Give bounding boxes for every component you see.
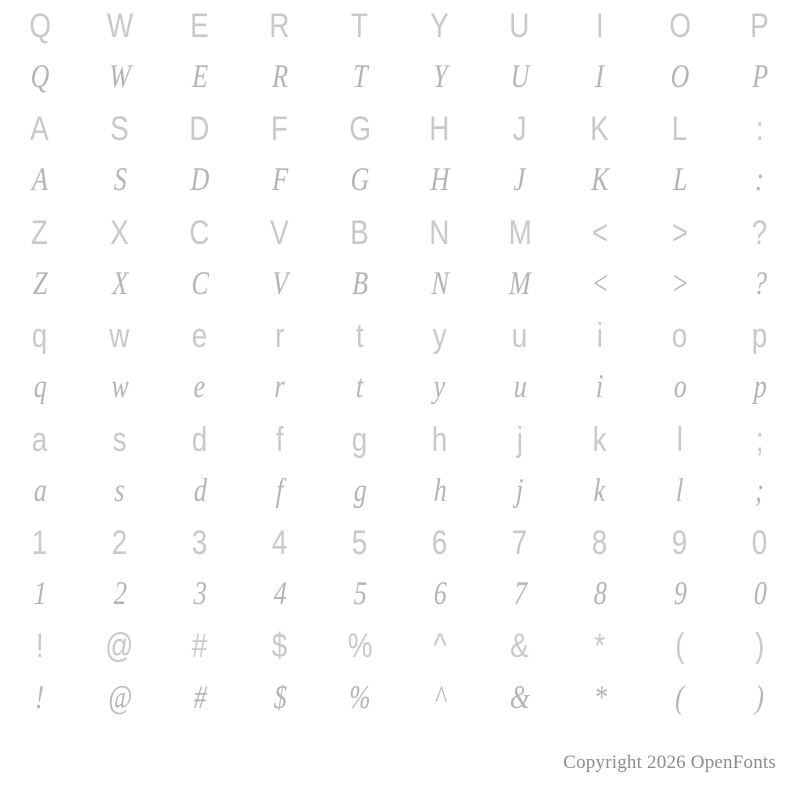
glyph-cell xyxy=(640,103,720,155)
glyph: % xyxy=(348,679,372,716)
glyph-cell xyxy=(640,52,720,104)
glyph: ^ xyxy=(433,679,447,716)
glyph-cell xyxy=(80,621,160,673)
glyph: 2 xyxy=(112,523,128,562)
glyph: F xyxy=(271,110,289,149)
glyph-cell xyxy=(80,259,160,311)
glyph-cell xyxy=(560,621,640,673)
glyph-cell xyxy=(720,672,800,724)
glyph: 5 xyxy=(352,576,368,613)
glyph-cell xyxy=(0,517,80,569)
glyph-cell xyxy=(560,103,640,155)
glyph: o xyxy=(672,317,688,356)
glyph: t xyxy=(355,369,365,406)
glyph: y xyxy=(432,317,448,356)
glyph: e xyxy=(193,369,207,406)
glyph-cell xyxy=(400,155,480,207)
glyph-cell xyxy=(480,259,560,311)
glyph-cell xyxy=(640,621,720,673)
glyph: * xyxy=(594,627,606,666)
glyph-cell xyxy=(560,155,640,207)
glyph-cell xyxy=(400,103,480,155)
glyph: ? xyxy=(752,213,768,252)
glyph-cell xyxy=(0,103,80,155)
glyph-cell xyxy=(560,569,640,621)
glyph-cell xyxy=(720,465,800,517)
glyph-cell xyxy=(240,465,320,517)
glyph: T xyxy=(352,59,368,96)
glyph-cell xyxy=(160,414,240,466)
glyph-cell xyxy=(560,0,640,52)
glyph: 8 xyxy=(592,523,608,562)
glyph-cell xyxy=(320,52,400,104)
glyph: @ xyxy=(107,679,133,716)
glyph: d xyxy=(192,420,208,459)
glyph: R xyxy=(271,59,289,96)
glyph-cell xyxy=(0,569,80,621)
glyph-cell xyxy=(640,155,720,207)
glyph-cell xyxy=(160,465,240,517)
glyph-cell xyxy=(720,569,800,621)
glyph-cell xyxy=(480,362,560,414)
glyph-cell xyxy=(0,310,80,362)
glyph-cell xyxy=(240,362,320,414)
glyph-cell xyxy=(640,362,720,414)
glyph-cell xyxy=(240,52,320,104)
glyph-cell xyxy=(720,259,800,311)
glyph: > xyxy=(671,213,689,252)
glyph: s xyxy=(112,420,128,459)
glyph-cell xyxy=(240,621,320,673)
glyph-cell xyxy=(640,0,720,52)
glyph-cell xyxy=(720,103,800,155)
glyph: u xyxy=(512,317,528,356)
glyph-cell xyxy=(400,465,480,517)
glyph-cell xyxy=(560,52,640,104)
glyph: H xyxy=(430,162,450,199)
glyph-cell xyxy=(80,362,160,414)
glyph-cell xyxy=(640,414,720,466)
glyph: A xyxy=(30,110,50,149)
glyph: w xyxy=(110,369,130,406)
glyph-cell xyxy=(160,207,240,259)
glyph: : xyxy=(755,162,765,199)
glyph-cell xyxy=(480,207,560,259)
glyph: 2 xyxy=(112,576,128,613)
glyph: Y xyxy=(430,6,450,45)
glyph: f xyxy=(275,420,285,459)
glyph: u xyxy=(512,369,528,406)
glyph: W xyxy=(106,6,134,45)
glyph: < xyxy=(591,213,609,252)
glyph: Q xyxy=(30,59,50,96)
glyph-cell xyxy=(240,207,320,259)
glyph: h xyxy=(432,472,448,509)
glyph: w xyxy=(109,317,131,356)
glyph: M xyxy=(508,265,532,302)
glyph: X xyxy=(110,213,130,252)
glyph: i xyxy=(595,369,605,406)
glyph-cell xyxy=(80,569,160,621)
glyph: C xyxy=(190,265,210,302)
glyph: H xyxy=(429,110,451,149)
glyph: $ xyxy=(272,627,288,666)
glyph-cell xyxy=(0,465,80,517)
glyph: P xyxy=(750,6,770,45)
glyph-cell xyxy=(80,155,160,207)
glyph: t xyxy=(355,317,365,356)
glyph-cell xyxy=(480,517,560,569)
glyph: 3 xyxy=(192,576,208,613)
glyph: D xyxy=(189,110,211,149)
glyph: p xyxy=(752,369,768,406)
glyph-cell xyxy=(560,310,640,362)
glyph-cell xyxy=(240,672,320,724)
glyph-cell xyxy=(0,52,80,104)
glyph-cell xyxy=(0,362,80,414)
glyph: l xyxy=(675,472,685,509)
glyph-cell xyxy=(640,672,720,724)
glyph-cell xyxy=(240,155,320,207)
glyph-cell xyxy=(720,517,800,569)
glyph: a xyxy=(32,420,48,459)
glyph-cell xyxy=(320,465,400,517)
glyph-cell xyxy=(560,465,640,517)
glyph: q xyxy=(32,369,48,406)
glyph: ( xyxy=(675,679,685,716)
glyph: B xyxy=(350,213,370,252)
glyph: 7 xyxy=(512,523,528,562)
glyph-cell xyxy=(400,0,480,52)
glyph-cell xyxy=(80,207,160,259)
glyph-cell xyxy=(400,207,480,259)
glyph-cell xyxy=(720,0,800,52)
glyph: @ xyxy=(105,627,135,666)
glyph: U xyxy=(509,6,531,45)
glyph: Z xyxy=(32,265,48,302)
glyph: ) xyxy=(755,679,765,716)
glyph-cell xyxy=(0,155,80,207)
glyph-cell xyxy=(480,310,560,362)
glyph-cell xyxy=(80,103,160,155)
glyph-cell xyxy=(480,621,560,673)
glyph-cell xyxy=(640,517,720,569)
glyph-cell xyxy=(320,517,400,569)
glyph: I xyxy=(595,6,605,45)
glyph-cell xyxy=(720,310,800,362)
glyph-cell xyxy=(400,259,480,311)
glyph: f xyxy=(275,472,285,509)
copyright-notice: Copyright 2026 OpenFonts xyxy=(563,752,776,773)
glyph: < xyxy=(590,265,610,302)
glyph: I xyxy=(595,59,605,96)
glyph-cell xyxy=(720,52,800,104)
glyph-cell xyxy=(240,414,320,466)
glyph: V xyxy=(271,265,289,302)
glyph-cell xyxy=(480,103,560,155)
glyph: s xyxy=(114,472,126,509)
glyph: o xyxy=(672,369,688,406)
glyph: d xyxy=(192,472,208,509)
glyph: ! xyxy=(35,679,45,716)
glyph: 8 xyxy=(592,576,608,613)
glyph-cell xyxy=(320,672,400,724)
glyph-cell xyxy=(720,155,800,207)
glyph-cell xyxy=(80,310,160,362)
glyph: N xyxy=(430,265,450,302)
glyph-cell xyxy=(160,621,240,673)
glyph-cell xyxy=(0,259,80,311)
glyph: i xyxy=(596,317,604,356)
glyph: 1 xyxy=(32,523,48,562)
glyph-cell xyxy=(160,259,240,311)
glyph: l xyxy=(676,420,684,459)
glyph: k xyxy=(593,472,607,509)
glyph: 0 xyxy=(752,523,768,562)
glyph: E xyxy=(191,59,209,96)
glyph: $ xyxy=(272,679,288,716)
glyph: Y xyxy=(432,59,448,96)
glyph-cell xyxy=(560,207,640,259)
glyph: S xyxy=(112,162,128,199)
glyph: B xyxy=(351,265,369,302)
glyph-cell xyxy=(640,569,720,621)
glyph: E xyxy=(190,6,210,45)
glyph: : xyxy=(755,110,765,149)
glyph-cell xyxy=(640,465,720,517)
glyph-cell xyxy=(480,52,560,104)
glyph: # xyxy=(192,679,208,716)
glyph: G xyxy=(348,110,372,149)
glyph: L xyxy=(672,110,688,149)
glyph-cell xyxy=(0,672,80,724)
glyph: 0 xyxy=(752,576,768,613)
glyph: 5 xyxy=(352,523,368,562)
glyph: G xyxy=(350,162,370,199)
glyph: & xyxy=(510,627,530,666)
glyph: > xyxy=(670,265,690,302)
glyph: * xyxy=(592,679,608,716)
glyph: N xyxy=(429,213,451,252)
glyph-cell xyxy=(400,362,480,414)
glyph-cell xyxy=(400,672,480,724)
glyph: & xyxy=(509,679,531,716)
glyph-cell xyxy=(320,621,400,673)
glyph: D xyxy=(190,162,210,199)
glyph-cell xyxy=(720,207,800,259)
glyph-cell xyxy=(400,414,480,466)
glyph: # xyxy=(192,627,208,666)
glyph: Z xyxy=(31,213,49,252)
glyph-cell xyxy=(400,52,480,104)
glyph: K xyxy=(590,110,610,149)
glyph-cell xyxy=(720,621,800,673)
glyph-cell xyxy=(480,672,560,724)
glyph: 9 xyxy=(672,576,688,613)
glyph-cell xyxy=(240,259,320,311)
glyph: T xyxy=(351,6,369,45)
glyph-cell xyxy=(560,259,640,311)
glyph-cell xyxy=(320,207,400,259)
glyph-cell xyxy=(320,414,400,466)
glyph: J xyxy=(512,110,528,149)
glyph-cell xyxy=(80,414,160,466)
glyph-cell xyxy=(720,414,800,466)
glyph: 7 xyxy=(512,576,528,613)
glyph: A xyxy=(31,162,49,199)
glyph-cell xyxy=(400,621,480,673)
glyph-cell xyxy=(0,207,80,259)
glyph: % xyxy=(347,627,373,666)
glyph-cell xyxy=(400,517,480,569)
glyph-cell xyxy=(160,0,240,52)
glyph: ) xyxy=(755,627,765,666)
glyph-cell xyxy=(80,0,160,52)
glyph-cell xyxy=(160,103,240,155)
glyph: 1 xyxy=(32,576,48,613)
glyph: R xyxy=(269,6,291,45)
glyph: e xyxy=(192,317,208,356)
glyph: ? xyxy=(752,265,768,302)
glyph: p xyxy=(752,317,768,356)
glyph-cell xyxy=(720,362,800,414)
glyph: j xyxy=(516,420,524,459)
glyph-cell xyxy=(160,362,240,414)
glyph: J xyxy=(513,162,527,199)
glyph: 9 xyxy=(672,523,688,562)
glyph: V xyxy=(270,213,290,252)
glyph-cell xyxy=(240,103,320,155)
glyph: j xyxy=(515,472,525,509)
glyph: Q xyxy=(28,6,52,45)
glyph-cell xyxy=(160,155,240,207)
glyph: a xyxy=(32,472,48,509)
glyph: W xyxy=(108,59,132,96)
glyph: r xyxy=(275,317,285,356)
glyph-cell xyxy=(640,259,720,311)
glyph-cell xyxy=(240,569,320,621)
glyph: P xyxy=(751,59,769,96)
glyph-cell xyxy=(640,310,720,362)
glyph: ; xyxy=(755,472,765,509)
glyph: g xyxy=(352,420,368,459)
glyph-cell xyxy=(560,672,640,724)
glyph-cell xyxy=(80,465,160,517)
glyph-cell xyxy=(0,621,80,673)
glyph-cell xyxy=(160,517,240,569)
glyph-cell xyxy=(240,310,320,362)
glyph-cell xyxy=(320,103,400,155)
glyph-cell xyxy=(560,414,640,466)
glyph: X xyxy=(111,265,129,302)
glyph-cell xyxy=(320,155,400,207)
glyph-cell xyxy=(480,0,560,52)
glyph-cell xyxy=(160,52,240,104)
glyph-cell xyxy=(400,569,480,621)
glyph-cell xyxy=(160,569,240,621)
glyph-cell xyxy=(240,0,320,52)
glyph: O xyxy=(670,59,690,96)
glyph-cell xyxy=(80,52,160,104)
glyph-cell xyxy=(480,414,560,466)
glyph-cell xyxy=(480,569,560,621)
glyph: K xyxy=(590,162,610,199)
glyph: 3 xyxy=(192,523,208,562)
glyph-cell xyxy=(560,362,640,414)
glyph: g xyxy=(352,472,368,509)
glyph: S xyxy=(110,110,130,149)
glyph-cell xyxy=(560,517,640,569)
glyph-cell xyxy=(80,672,160,724)
glyph-cell xyxy=(320,310,400,362)
glyph: 6 xyxy=(432,576,448,613)
glyph-cell xyxy=(320,0,400,52)
glyph: 6 xyxy=(432,523,448,562)
glyph: ! xyxy=(35,627,45,666)
glyph-cell xyxy=(0,0,80,52)
glyph-cell xyxy=(0,414,80,466)
glyph-cell xyxy=(160,310,240,362)
glyph-cell xyxy=(320,259,400,311)
glyph: F xyxy=(271,162,289,199)
glyph: k xyxy=(592,420,608,459)
glyph: 4 xyxy=(272,523,288,562)
glyph-cell xyxy=(320,569,400,621)
glyph-cell xyxy=(80,517,160,569)
glyph-cell xyxy=(480,465,560,517)
glyph-cell xyxy=(640,207,720,259)
glyph-cell xyxy=(240,517,320,569)
glyph-cell xyxy=(160,672,240,724)
glyph-cell xyxy=(320,362,400,414)
glyph: O xyxy=(668,6,692,45)
glyph: q xyxy=(32,317,48,356)
glyph: L xyxy=(672,162,688,199)
glyph: C xyxy=(189,213,211,252)
glyph-cell xyxy=(400,310,480,362)
glyph: ( xyxy=(675,627,685,666)
glyph: y xyxy=(433,369,447,406)
glyph: r xyxy=(274,369,286,406)
glyph: 4 xyxy=(272,576,288,613)
glyph: M xyxy=(508,213,532,252)
glyph: U xyxy=(510,59,530,96)
glyph: ; xyxy=(755,420,765,459)
glyph: ^ xyxy=(433,627,447,666)
glyph-cell xyxy=(480,155,560,207)
glyph: h xyxy=(432,420,448,459)
